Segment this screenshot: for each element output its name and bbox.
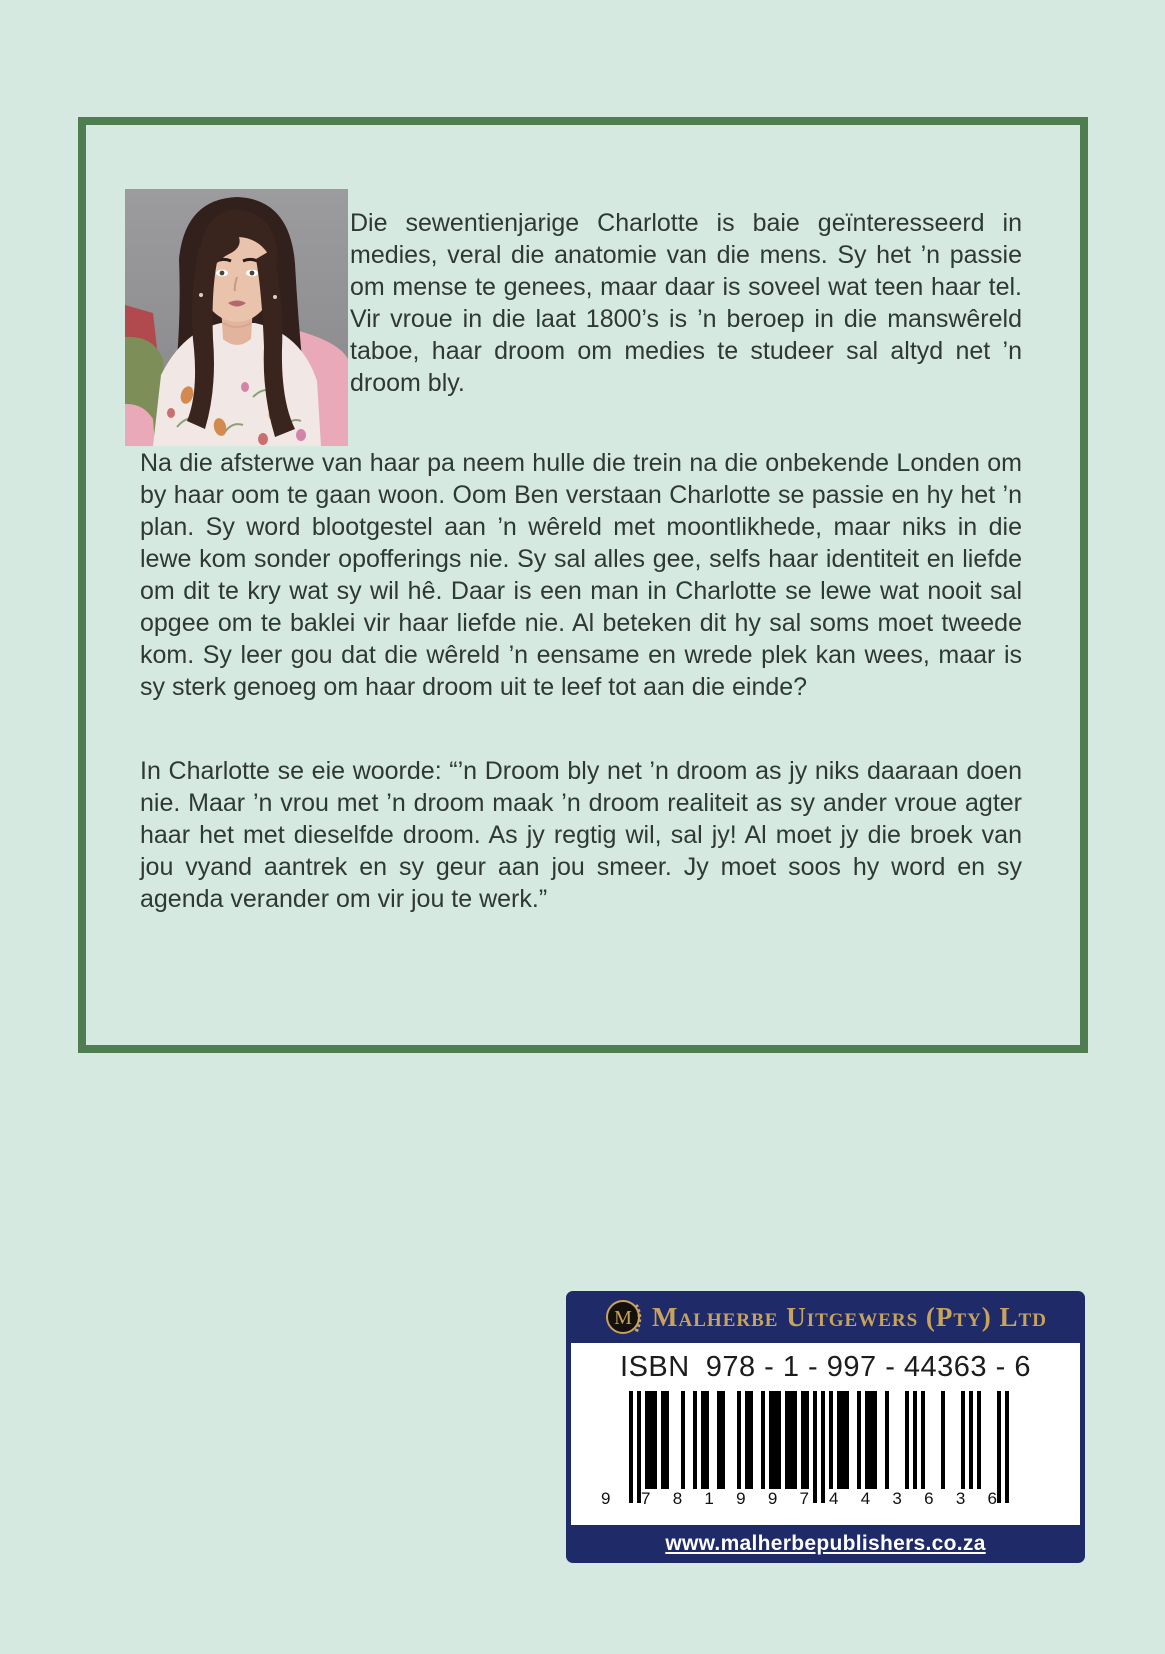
publisher-block [566, 1291, 1085, 1563]
logo-monogram: M [614, 1307, 632, 1329]
back-cover-frame [78, 117, 1088, 1053]
publisher-name: Malherbe Uitgewers (Pty) Ltd [652, 1301, 1047, 1332]
isbn-label: ISBN [620, 1351, 690, 1383]
publisher-header [566, 1291, 1085, 1343]
blurb-paragraph-intro: Die sewentienjarige Charlotte is baie geïnteresseerd in medies, veral die anatomie van die mens. Sy het ’n passie om mense te genees, maar daar is soveel wat teen haar tel. Vir vroue in die laat 1800’s is ’n beroep in die manswêreld taboe, haar droom om medies te studeer sal altyd net ’n droom bly. [350, 209, 1022, 397]
publisher-website-link[interactable]: www.malherbepublishers.co.za [665, 1532, 986, 1555]
barcode-digits-group2: 4 4 3 6 3 6 [829, 1489, 997, 1508]
barcode-panel [571, 1343, 1080, 1525]
isbn-row [571, 1351, 1080, 1384]
blurb-paragraph-quote: In Charlotte se eie woorde: “’n Droom bly net ’n droom as jy niks daaraan doen nie. Maar ’n vrou met ’n droom maak ’n droom realiteit as sy ander vroue agter haar het met dieselfde droom. As jy regtig wil, sal jy! Al moet jy die broek van jou vyand aantrek en sy geur aan jou smeer. Jy moet soos hy word en sy agenda verander om vir jou te werk.” [140, 757, 1022, 913]
barcode-digits-group1: 7 8 1 9 9 7 [641, 1489, 809, 1508]
publisher-footer [566, 1525, 1085, 1563]
author-photo [125, 189, 348, 446]
publisher-logo-icon [604, 1298, 642, 1336]
barcode-digit-leading: 9 [601, 1489, 611, 1508]
isbn-value: 978 - 1 - 997 - 44363 - 6 [705, 1351, 1031, 1383]
blurb-paragraph-story: Na die afsterwe van haar pa neem hulle die trein na die onbekende Londen om by haar oom te gaan woon. Oom Ben verstaan Charlotte se passie en hy het ’n plan. Sy word blootgestel aan ’n wêreld met moontlikhede, maar niks in die lewe kom sonder opofferings nie. Sy sal alles gee, selfs haar identiteit en liefde om dit te kry wat sy wil hê. Daar is een man in Charlotte se lewe wat nooit sal opgee om te baklei vir haar liefde nie. Al beteken dit hy sal soms moet tweede kom. Sy leer gou dat die wêreld ’n eensame en wrede plek kan wees, maar is sy sterk genoeg om haar droom uit te leef tot aan die einde? [140, 449, 1022, 701]
